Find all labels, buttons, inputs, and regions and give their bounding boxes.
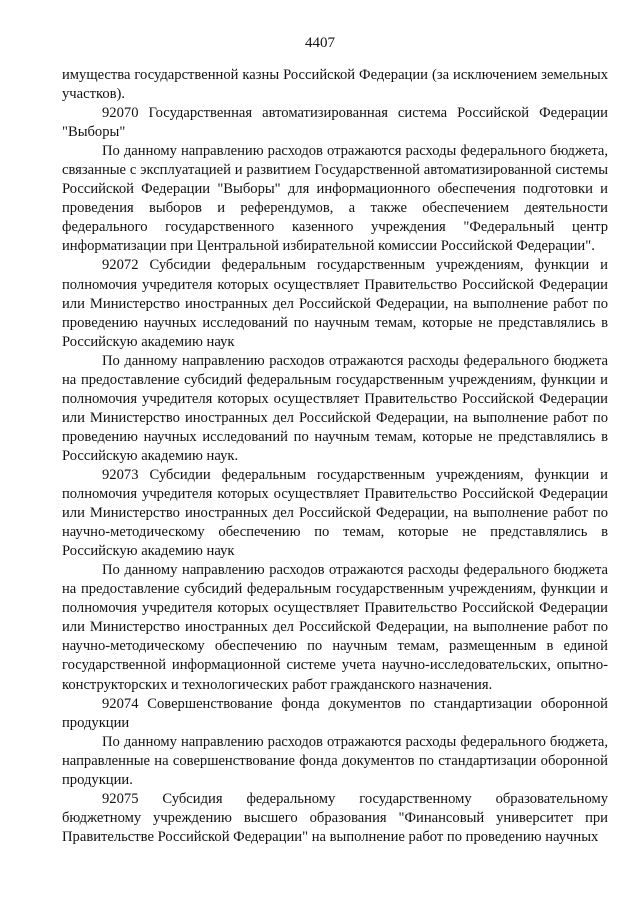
paragraph-p5: По данному направлению расходов отражаются расходы федерального бюджета на предоставление субсидий федеральным государственным учреждениям, функции и полномочия учредителя которых осуществляет Правительство Российской Федерации или Министерство иностранных дел Российской Федерации, на выполнение работ по проведению научных исследований по научным темам, которые не представлялись в Российскую академию наук. bbox=[62, 352, 608, 464]
paragraph-p1: имущества государственной казны Российской Федерации (за исключением земельных участков). bbox=[62, 67, 608, 103]
paragraph-p7: По данному направлению расходов отражаются расходы федерального бюджета на предоставление субсидий федеральным государственным учреждениям, функции и полномочия учредителя которых осуществляет Правительство Российской Федерации или Министерство иностранных дел Российской Федерации, на выполнение работ по научно-методическому обеспечению по научным темам, размещенным в единой государственной информационной системе учета научно-исследовательских, опытно-конструкторских и технологических работ гражданского назначения. bbox=[62, 562, 608, 693]
paragraph-p10: 92075 Субсидия федеральному государственному образовательному бюджетному учреждению высшего образования "Финансовый университет при Правительстве Российской Федерации" на выполнение работ по проведению научных bbox=[62, 790, 608, 845]
paragraph-p2: 92070 Государственная автоматизированная система Российской Федерации "Выборы" bbox=[62, 105, 608, 141]
paragraph-p8: 92074 Совершенствование фонда документов по стандартизации оборонной продукции bbox=[62, 695, 608, 731]
paragraph-p6: 92073 Субсидии федеральным государственным учреждениям, функции и полномочия учредителя которых осуществляет Правительство Российской Федерации или Министерство иностранных дел Российской Федерации, на выполнение работ по научно-методическому обеспечению по темам, которые не представлялись в Российскую академию наук bbox=[62, 466, 608, 560]
paragraph-p3: По данному направлению расходов отражаются расходы федерального бюджета, связанные с эксплуатацией и развитием Государственной автоматизированной системы Российской Федерации "Выборы" для информационного обеспечения подготовки и проведения выборов и референдумов, а также обеспечением деятельности федерального государственного казенного учреждения "Федеральный центр информатизации при Центральной избирательной комиссии Российской Федерации". bbox=[62, 143, 608, 255]
paragraph-p4: 92072 Субсидии федеральным государственным учреждениям, функции и полномочия учредителя которых осуществляет Правительство Российской Федерации или Министерство иностранных дел Российской Федерации, на выполнение работ по проведению научных исследований по научным темам, которые не представлялись в Российскую академию наук bbox=[62, 257, 608, 350]
page-number: 4407 bbox=[305, 35, 335, 51]
body-text bbox=[62, 66, 608, 847]
paragraph-p9: По данному направлению расходов отражаются расходы федерального бюджета, направленные на совершенствование фонда документов по стандартизации оборонной продукции. bbox=[62, 733, 608, 788]
